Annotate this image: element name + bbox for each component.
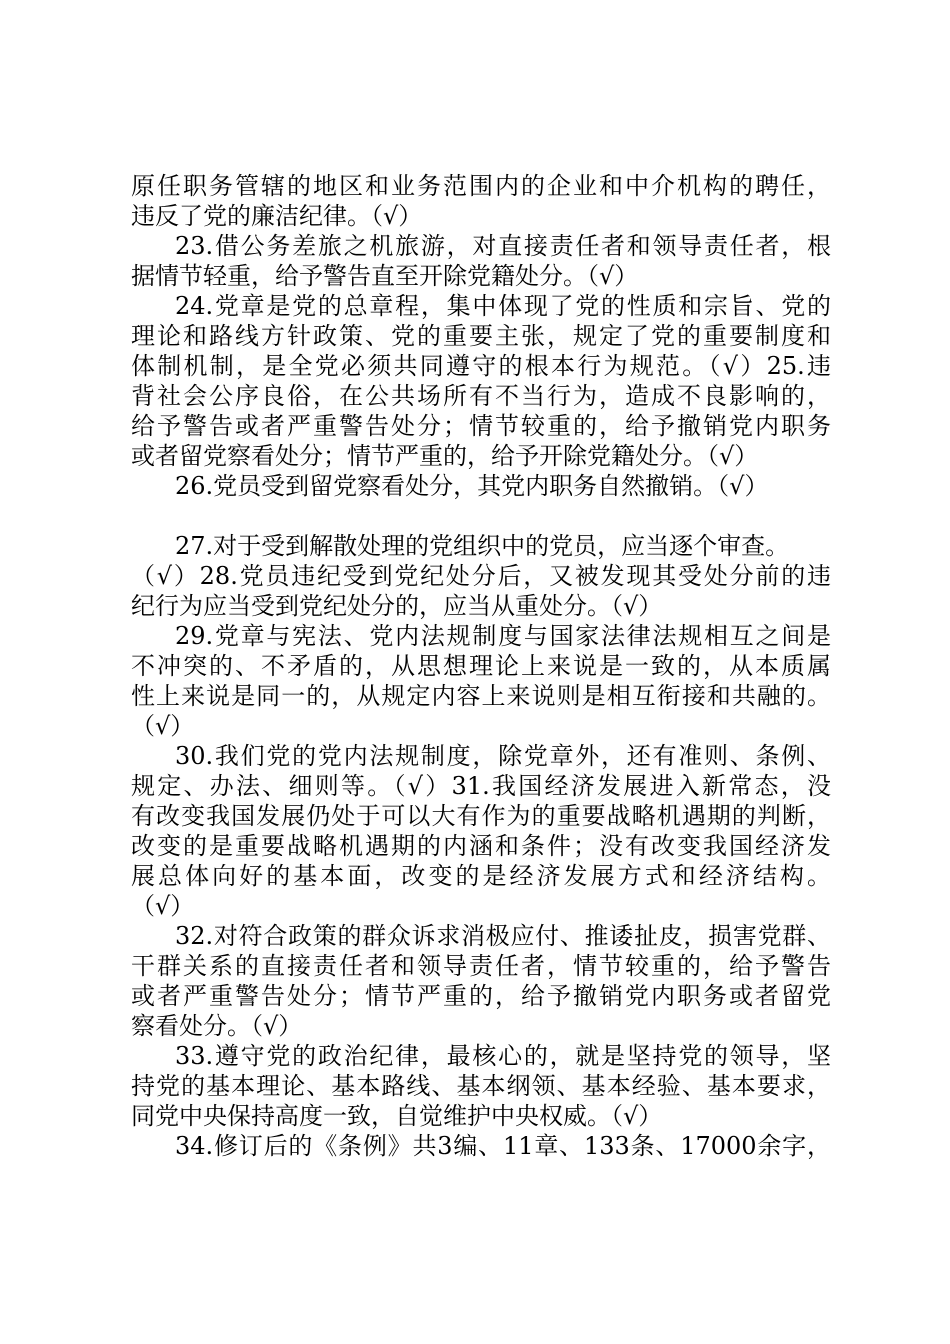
text-line: 不冲突的、不矛盾的，从思想理论上来说是一致的，从本质属 [131,652,831,680]
text-line: 或者留党察看处分；情节严重的，给予开除党籍处分。（√） [131,442,759,470]
item-32-start: 32.对符合政策的群众诉求消极应付、推诿扯皮，损害党群、 [175,922,831,950]
text-line: （√） [131,892,195,920]
item-26: 26.党员受到留党察看处分，其党内职务自然撤销。（√） [175,472,769,500]
text-line: 背社会公序良俗，在公共场所有不当行为，造成不良影响的， [131,382,831,410]
text-line: 察看处分。（√） [131,1012,303,1040]
text-line: 改变的是重要战略机遇期的内涵和条件；没有改变我国经济发 [131,832,831,860]
document-body [131,171,831,1161]
item-27-start: 27.对于受到解散处理的党组织中的党员，应当逐个审查。 [175,532,790,560]
text-line: （√） [131,712,195,740]
text-line: 性上来说是同一的，从规定内容上来说则是相互衔接和共融的。 [131,682,831,710]
item-29-start: 29.党章与宪法、党内法规制度与国家法律法规相互之间是 [175,622,831,650]
text-line: 给予警告或者严重警告处分；情节较重的，给予撤销党内职务 [131,412,831,440]
text-line: 原任职务管辖的地区和业务范围内的企业和中介机构的聘任， [131,172,831,200]
text-line: 体制机制，是全党必须共同遵守的根本行为规范。（√）25.违 [131,352,831,380]
item-33-start: 33.遵守党的政治纪律，最核心的，就是坚持党的领导，坚 [175,1042,831,1070]
text-line: 纪行为应当受到党纪处分的，应当从重处分。（√） [131,592,663,620]
paragraph-gap [131,501,831,531]
item-24-start: 24.党章是党的总章程，集中体现了党的性质和宗旨、党的 [175,292,831,320]
item-30-start: 30.我们党的党内法规制度，除党章外，还有准则、条例、 [175,742,831,770]
item-34-start: 34.修订后的《条例》共3编、11章、133条、17000余字， [175,1132,831,1160]
text-line: 或者严重警告处分；情节严重的，给予撤销党内职务或者留党 [131,982,831,1010]
text-line: 据情节轻重，给予警告直至开除党籍处分。（√） [131,262,639,290]
text-line: 持党的基本理论、基本路线、基本纲领、基本经验、基本要求， [131,1072,831,1100]
text-line: 同党中央保持高度一致，自觉维护中央权威。（√） [131,1102,663,1130]
item-23-start: 23.借公务差旅之机旅游，对直接责任者和领导责任者，根 [175,232,831,260]
text-line: 违反了党的廉洁纪律。（√） [131,202,423,230]
text-line: 干群关系的直接责任者和领导责任者，情节较重的，给予警告 [131,952,831,980]
text-line: （√）28.党员违纪受到党纪处分后，又被发现其受处分前的违 [131,562,831,590]
text-line: 理论和路线方针政策、党的重要主张，规定了党的重要制度和 [131,322,831,350]
text-line: 有改变我国发展仍处于可以大有作为的重要战略机遇期的判断， [131,802,831,830]
text-line: 展总体向好的基本面，改变的是经济发展方式和经济结构。 [131,862,831,890]
text-line: 规定、办法、细则等。（√）31.我国经济发展进入新常态，没 [131,772,831,800]
